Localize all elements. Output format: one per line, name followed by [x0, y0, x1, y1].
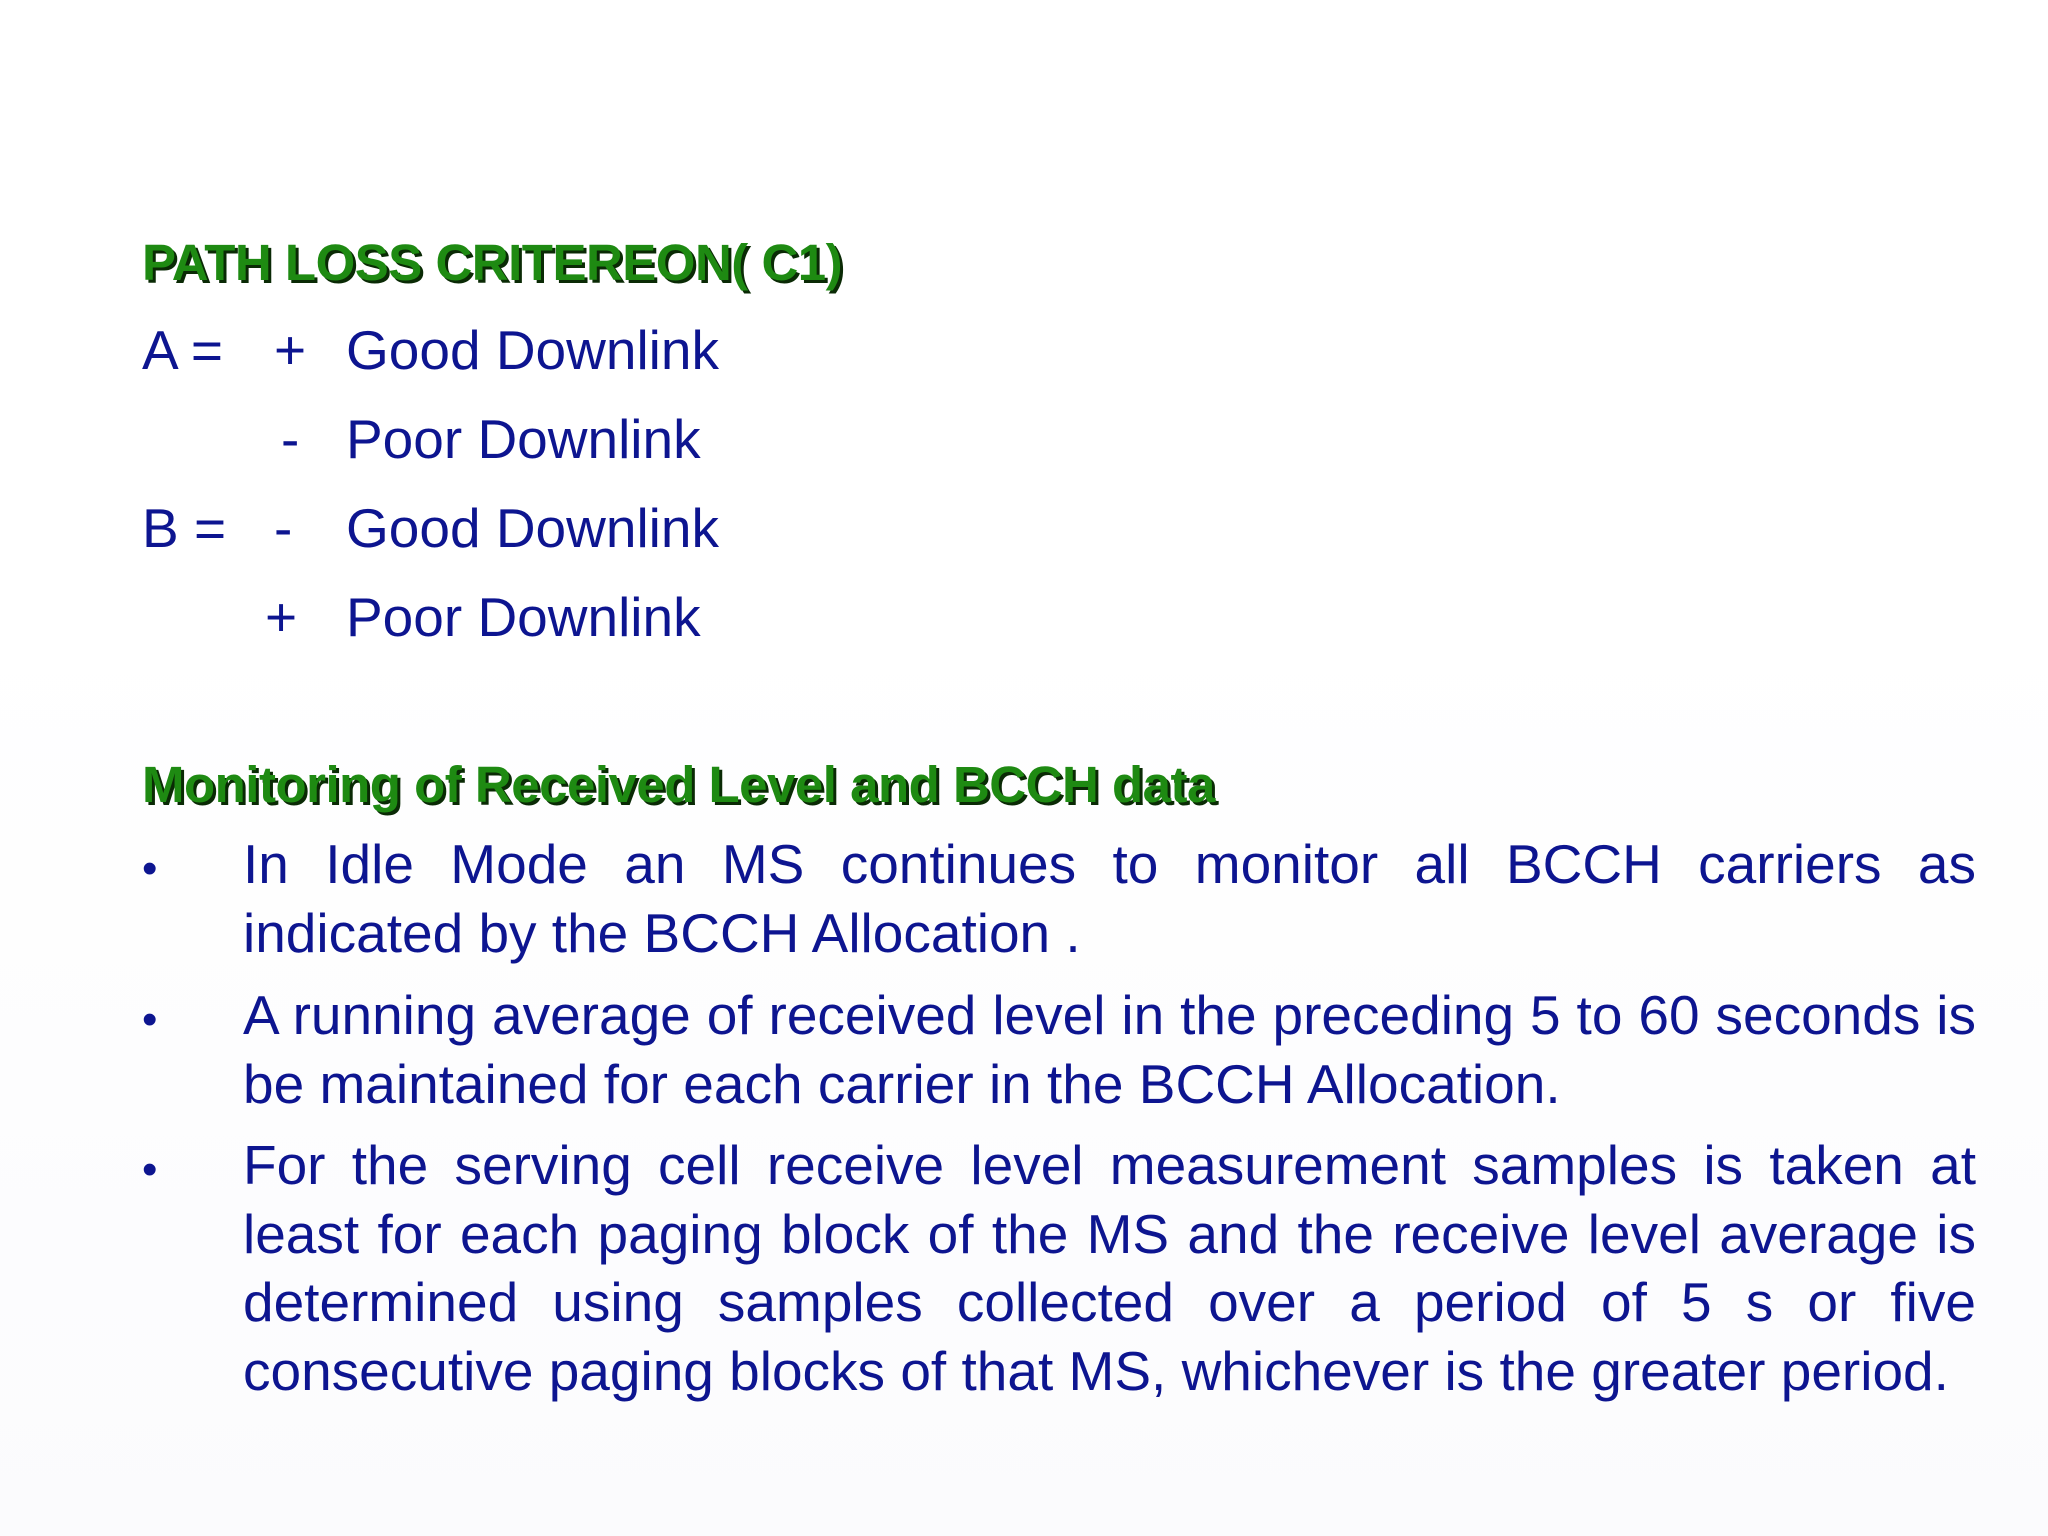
section-heading-monitoring: Monitoring of Received Level and BCCH data [142, 756, 1215, 813]
bullet-text: For the serving cell receive level measurement samples is taken at least for each paging block of the MS and the receive level average is determined using samples collected over a period of 5 s or five consecutive paging blocks of that MS, whichever is the greater period. [243, 1134, 1976, 1402]
bullet-text: A running average of received level in the preceding 5 to 60 seconds is be maintained for each carrier in the BCCH Allocation. [243, 984, 1976, 1115]
row-label-a: A = [142, 319, 224, 381]
bullet-marker: • [142, 995, 158, 1044]
section-heading-path-loss: PATH LOSS CRITEREON( C1) [142, 234, 843, 291]
row-label-b: B = [142, 497, 227, 559]
row-sign: + [265, 586, 298, 648]
bullet-marker: • [142, 1145, 158, 1194]
row-sign: + [274, 319, 307, 381]
row-text: Good Downlink [346, 319, 719, 381]
row-text: Poor Downlink [346, 586, 701, 648]
bullet-text: In Idle Mode an MS continues to monitor all BCCH carriers as indicated by the BCCH Allocation . [243, 833, 1976, 964]
row-text: Poor Downlink [346, 408, 701, 470]
bullet-marker: • [142, 844, 158, 893]
row-text: Good Downlink [346, 497, 719, 559]
row-sign: - [281, 408, 300, 470]
row-sign: - [274, 497, 293, 559]
